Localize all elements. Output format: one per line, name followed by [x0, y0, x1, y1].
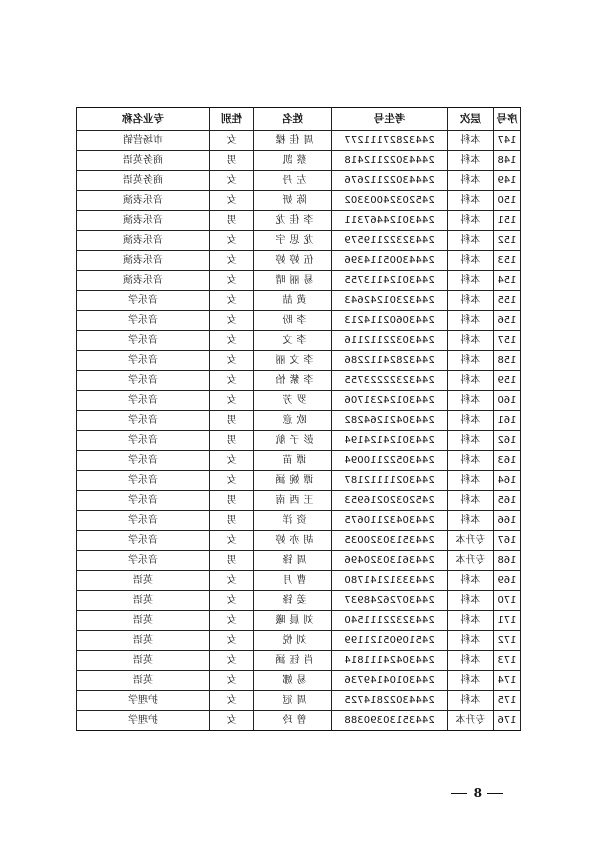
cell-name: 姜锋 — [254, 591, 332, 611]
table-row — [77, 571, 521, 591]
cell-name: 李文丽 — [254, 351, 332, 371]
cell-name: 谭苗 — [254, 451, 332, 471]
cell-level: 本科 — [448, 511, 494, 531]
cell-level: 本科 — [448, 491, 494, 511]
cell-exam-id: 24443022112418 — [332, 151, 448, 171]
table-row — [77, 511, 521, 531]
cell-major: 音乐学 — [77, 551, 210, 571]
cell-name: 曾玲 — [254, 711, 332, 731]
cell-exam-id: 24443005114396 — [332, 251, 448, 271]
cell-seq: 175 — [494, 691, 521, 711]
cell-exam-id: 24430602114213 — [332, 311, 448, 331]
cell-seq: 154 — [494, 271, 521, 291]
cell-level: 本科 — [448, 391, 494, 411]
cell-major: 音乐学 — [77, 531, 210, 551]
cell-major: 音乐学 — [77, 411, 210, 431]
table-row — [77, 211, 521, 231]
cell-major: 英语 — [77, 571, 210, 591]
table-row — [77, 451, 521, 471]
cell-level: 本科 — [448, 211, 494, 231]
cell-level: 本科 — [448, 571, 494, 591]
cell-exam-id: 24430726248937 — [332, 591, 448, 611]
cell-major: 音乐表演 — [77, 191, 210, 211]
cell-exam-id: 24435130320035 — [332, 531, 448, 551]
table-row — [77, 391, 521, 411]
cell-sex: 女 — [210, 391, 254, 411]
cell-exam-id: 24436130320496 — [332, 551, 448, 571]
cell-name: 肖钰涵 — [254, 651, 332, 671]
cell-major: 护理学 — [77, 711, 210, 731]
table-row — [77, 331, 521, 351]
cell-name: 龙思宇 — [254, 231, 332, 251]
cell-name: 欧意 — [254, 411, 332, 431]
cell-level: 本科 — [448, 431, 494, 451]
cell-major: 商务英语 — [77, 151, 210, 171]
cell-seq: 153 — [494, 251, 521, 271]
cell-level: 本科 — [448, 451, 494, 471]
cell-seq: 155 — [494, 291, 521, 311]
table-row — [77, 311, 521, 331]
cell-seq: 148 — [494, 151, 521, 171]
cell-major: 音乐学 — [77, 291, 210, 311]
cell-level: 本科 — [448, 231, 494, 251]
cell-major: 音乐表演 — [77, 271, 210, 291]
cell-name: 周锋 — [254, 551, 332, 571]
cell-exam-id: 24520324003302 — [332, 191, 448, 211]
cell-level: 本科 — [448, 671, 494, 691]
cell-exam-id: 24443022814725 — [332, 691, 448, 711]
cell-sex: 男 — [210, 411, 254, 431]
header-level: 层次 — [448, 108, 494, 131]
cell-seq: 174 — [494, 671, 521, 691]
cell-name: 刘悦 — [254, 631, 332, 651]
page-number-dash-left — [487, 793, 503, 794]
cell-sex: 女 — [210, 671, 254, 691]
table-row — [77, 691, 521, 711]
cell-level: 本科 — [448, 611, 494, 631]
cell-exam-id: 24432301242643 — [332, 291, 448, 311]
cell-name: 黄喆 — [254, 291, 332, 311]
table-row — [77, 411, 521, 431]
table-row — [77, 131, 521, 151]
cell-exam-id: 24430322112116 — [332, 331, 448, 351]
cell-sex: 女 — [210, 531, 254, 551]
cell-exam-id: 24430124124194 — [332, 431, 448, 451]
cell-seq: 168 — [494, 551, 521, 571]
cell-name: 胡亦婷 — [254, 531, 332, 551]
table-row — [77, 151, 521, 171]
table-row — [77, 431, 521, 451]
page-number-value: 8 — [471, 786, 482, 800]
cell-seq: 162 — [494, 431, 521, 451]
header-sex: 性别 — [210, 108, 254, 131]
cell-level: 本科 — [448, 251, 494, 271]
cell-name: 陈妍 — [254, 191, 332, 211]
table-row — [77, 531, 521, 551]
table-row — [77, 611, 521, 631]
table-row — [77, 251, 521, 271]
cell-level: 本科 — [448, 351, 494, 371]
cell-major: 音乐学 — [77, 431, 210, 451]
cell-name: 彭子航 — [254, 431, 332, 451]
cell-sex: 女 — [210, 611, 254, 631]
cell-major: 音乐学 — [77, 491, 210, 511]
cell-name: 谭婉涵 — [254, 471, 332, 491]
cell-name: 周佳樑 — [254, 131, 332, 151]
cell-seq: 171 — [494, 611, 521, 631]
cell-seq: 161 — [494, 411, 521, 431]
cell-level: 本科 — [448, 651, 494, 671]
header-name: 姓名 — [254, 108, 332, 131]
cell-major: 英语 — [77, 671, 210, 691]
cell-exam-id: 24430104149736 — [332, 671, 448, 691]
cell-seq: 151 — [494, 211, 521, 231]
cell-sex: 女 — [210, 451, 254, 471]
cell-sex: 男 — [210, 491, 254, 511]
cell-sex: 女 — [210, 651, 254, 671]
cell-sex: 女 — [210, 331, 254, 351]
table-row — [77, 591, 521, 611]
cell-major: 护理学 — [77, 691, 210, 711]
table-row — [77, 711, 521, 731]
table-row — [77, 651, 521, 671]
cell-level: 本科 — [448, 291, 494, 311]
cell-exam-id: 24432322223755 — [332, 371, 448, 391]
table-row — [77, 471, 521, 491]
cell-seq: 159 — [494, 371, 521, 391]
cell-exam-id: 24432322119579 — [332, 231, 448, 251]
cell-seq: 176 — [494, 711, 521, 731]
cell-exam-id: 24430432110675 — [332, 511, 448, 531]
table-row — [77, 291, 521, 311]
cell-name: 李盼 — [254, 311, 332, 331]
cell-exam-id: 24430424111814 — [332, 651, 448, 671]
table-row — [77, 191, 521, 211]
cell-seq: 158 — [494, 351, 521, 371]
cell-major: 音乐学 — [77, 351, 210, 371]
cell-seq: 169 — [494, 571, 521, 591]
cell-major: 音乐学 — [77, 471, 210, 491]
cell-exam-id: 24510905121199 — [332, 631, 448, 651]
page-number — [446, 786, 508, 800]
cell-sex: 男 — [210, 431, 254, 451]
cell-seq: 172 — [494, 631, 521, 651]
cell-major: 音乐学 — [77, 311, 210, 331]
table-row — [77, 271, 521, 291]
cell-name: 易娜 — [254, 671, 332, 691]
cell-sex: 女 — [210, 271, 254, 291]
cell-seq: 167 — [494, 531, 521, 551]
cell-sex: 女 — [210, 631, 254, 651]
cell-name: 刘晨曦 — [254, 611, 332, 631]
cell-level: 专升本 — [448, 551, 494, 571]
cell-level: 本科 — [448, 191, 494, 211]
cell-seq: 160 — [494, 391, 521, 411]
cell-seq: 163 — [494, 451, 521, 471]
cell-seq: 156 — [494, 311, 521, 331]
cell-major: 音乐表演 — [77, 231, 210, 251]
header-exam-id: 考生号 — [332, 108, 448, 131]
cell-sex: 女 — [210, 351, 254, 371]
cell-seq: 165 — [494, 491, 521, 511]
table-row — [77, 491, 521, 511]
cell-exam-id: 24430211112187 — [332, 471, 448, 491]
cell-sex: 女 — [210, 371, 254, 391]
cell-exam-id: 24432322111540 — [332, 611, 448, 631]
cell-name: 罗芳 — [254, 391, 332, 411]
cell-major: 英语 — [77, 611, 210, 631]
cell-exam-id: 24430421264282 — [332, 411, 448, 431]
cell-name: 周冠 — [254, 691, 332, 711]
student-roster-table — [76, 107, 521, 731]
cell-name: 曹月 — [254, 571, 332, 591]
cell-level: 专升本 — [448, 711, 494, 731]
cell-sex: 男 — [210, 511, 254, 531]
cell-seq: 173 — [494, 651, 521, 671]
cell-major: 音乐学 — [77, 331, 210, 351]
table-row — [77, 371, 521, 391]
cell-level: 本科 — [448, 131, 494, 151]
cell-name: 李佳龙 — [254, 211, 332, 231]
cell-sex: 女 — [210, 571, 254, 591]
cell-seq: 170 — [494, 591, 521, 611]
cell-major: 英语 — [77, 631, 210, 651]
cell-seq: 152 — [494, 231, 521, 251]
cell-seq: 149 — [494, 171, 521, 191]
cell-level: 本科 — [448, 411, 494, 431]
cell-exam-id: 24430124231706 — [332, 391, 448, 411]
table-row — [77, 551, 521, 571]
page-number-dash-right — [451, 793, 467, 794]
cell-sex: 女 — [210, 131, 254, 151]
cell-exam-id: 24430124113755 — [332, 271, 448, 291]
cell-name: 蔡凯 — [254, 151, 332, 171]
cell-level: 本科 — [448, 151, 494, 171]
cell-sex: 男 — [210, 211, 254, 231]
cell-major: 音乐学 — [77, 391, 210, 411]
cell-name: 易丽晴 — [254, 271, 332, 291]
cell-exam-id: 24432824112286 — [332, 351, 448, 371]
cell-major: 音乐学 — [77, 451, 210, 471]
cell-exam-id: 24433312141780 — [332, 571, 448, 591]
cell-level: 本科 — [448, 471, 494, 491]
cell-seq: 164 — [494, 471, 521, 491]
cell-name: 伍婷婷 — [254, 251, 332, 271]
cell-sex: 女 — [210, 311, 254, 331]
cell-level: 本科 — [448, 691, 494, 711]
cell-seq: 166 — [494, 511, 521, 531]
cell-sex: 女 — [210, 711, 254, 731]
cell-major: 英语 — [77, 651, 210, 671]
cell-name: 资洋 — [254, 511, 332, 531]
cell-seq: 150 — [494, 191, 521, 211]
cell-exam-id: 24520320216953 — [332, 491, 448, 511]
cell-exam-id: 24430124467311 — [332, 211, 448, 231]
cell-major: 音乐表演 — [77, 211, 210, 231]
table-row — [77, 671, 521, 691]
cell-name: 王西南 — [254, 491, 332, 511]
cell-major: 英语 — [77, 591, 210, 611]
cell-level: 专升本 — [448, 531, 494, 551]
cell-level: 本科 — [448, 631, 494, 651]
table-row — [77, 171, 521, 191]
cell-sex: 女 — [210, 251, 254, 271]
cell-level: 本科 — [448, 591, 494, 611]
cell-sex: 女 — [210, 291, 254, 311]
cell-sex: 男 — [210, 151, 254, 171]
table-row — [77, 231, 521, 251]
cell-sex: 女 — [210, 691, 254, 711]
cell-level: 本科 — [448, 311, 494, 331]
cell-exam-id: 24430522110094 — [332, 451, 448, 471]
cell-sex: 女 — [210, 231, 254, 251]
cell-major: 市场营销 — [77, 131, 210, 151]
cell-seq: 157 — [494, 331, 521, 351]
cell-sex: 女 — [210, 171, 254, 191]
cell-exam-id: 24443022112676 — [332, 171, 448, 191]
table-body — [77, 131, 521, 731]
cell-name: 左丹 — [254, 171, 332, 191]
table-header-row — [77, 108, 521, 131]
cell-exam-id: 24435130390388 — [332, 711, 448, 731]
header-seq: 序号 — [494, 108, 521, 131]
cell-level: 本科 — [448, 271, 494, 291]
cell-exam-id: 24432827111277 — [332, 131, 448, 151]
cell-sex: 男 — [210, 551, 254, 571]
cell-sex: 女 — [210, 471, 254, 491]
cell-level: 本科 — [448, 331, 494, 351]
cell-major: 音乐学 — [77, 371, 210, 391]
cell-name: 李文 — [254, 331, 332, 351]
cell-sex: 女 — [210, 591, 254, 611]
cell-major: 音乐学 — [77, 511, 210, 531]
table-row — [77, 351, 521, 371]
cell-name: 李紫怡 — [254, 371, 332, 391]
table-row — [77, 631, 521, 651]
cell-level: 本科 — [448, 171, 494, 191]
cell-major: 商务英语 — [77, 171, 210, 191]
cell-major: 音乐表演 — [77, 251, 210, 271]
cell-seq: 147 — [494, 131, 521, 151]
cell-sex: 女 — [210, 191, 254, 211]
cell-level: 本科 — [448, 371, 494, 391]
header-major: 专业名称 — [77, 108, 210, 131]
